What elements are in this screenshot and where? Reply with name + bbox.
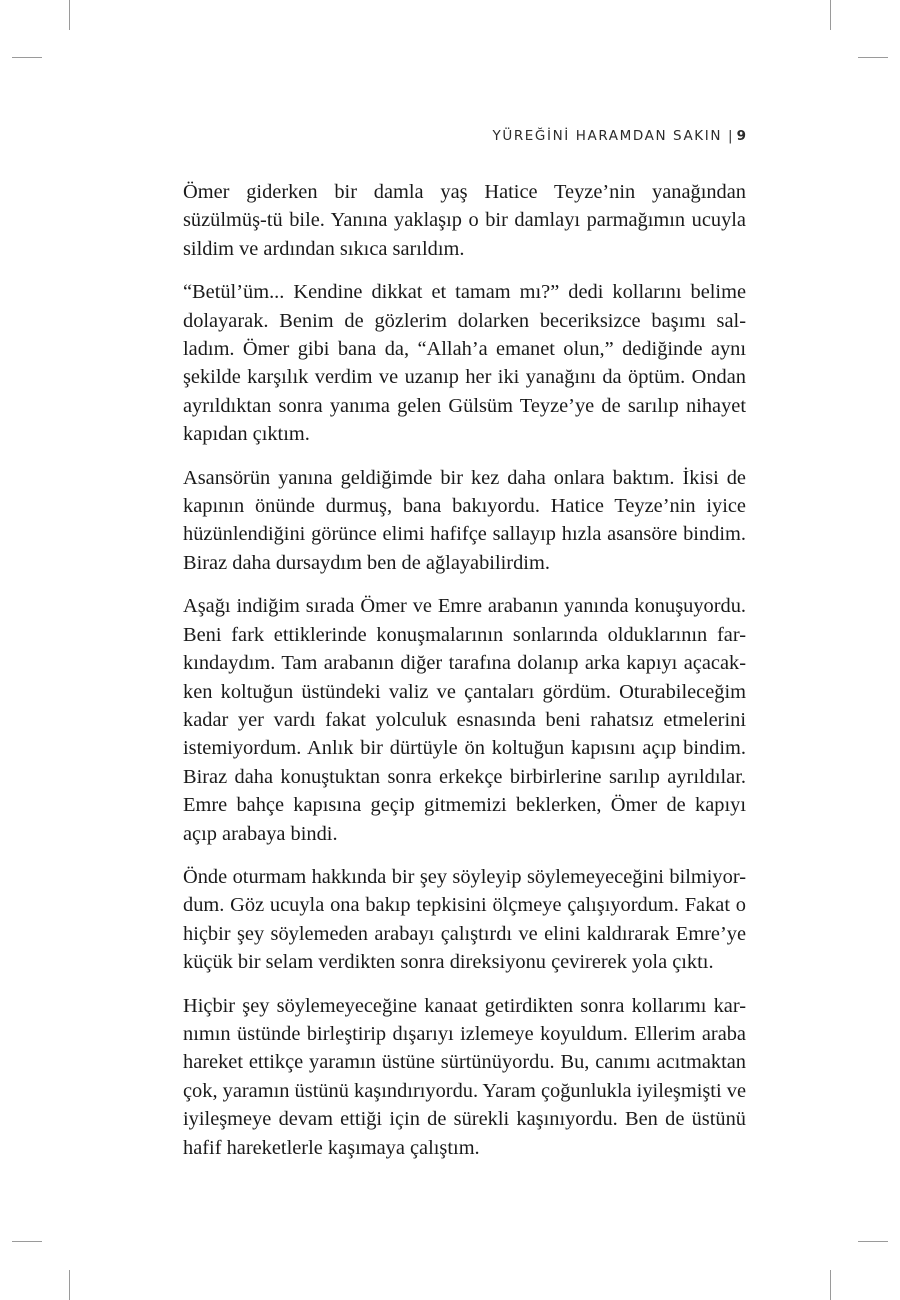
crop-mark-top-left-vertical — [69, 0, 70, 30]
crop-mark-top-right-horizontal — [858, 57, 888, 58]
paragraph: Asansörün yanına geldiğimde bir kez daha onlara baktım. İkisi de kapının önünde durmuş, bana bakıyordu. Hatice Teyze’nin iyice hüzünlendiğini görünce elimi hafifçe sallayıp hızla asansöre bindim. Biraz daha dursaydım ben de ağlayabilirdim. — [183, 466, 746, 574]
paragraph: Ömer giderken bir damla yaş Hatice Teyze’nin yanağından süzülmüş-tü bile. Yanına yaklaşıp o bir damlayı parmağımın ucuyla sildim ve ardından sıkıca sarıldım. — [183, 181, 746, 260]
header-separator: | — [728, 128, 733, 144]
body-text — [183, 178, 746, 1177]
paragraph: “Betül’üm... Kendine dikkat et tamam mı?” dedi kollarını belime dolayarak. Benim de gözlerim dolarken beceriksizce başımı sal-ladım. Ömer gibi bana da, “Allah’a emanet olun,” dediğinde aynı şekilde karşılık verdim ve uzanıp her iki yanağını da öptüm. Ondan ayrıldıktan sonra yanıma gelen Gülsüm Teyze’ye de sarılıp nihayet kapıdan çıktım. — [183, 281, 746, 446]
crop-mark-top-left-horizontal — [12, 57, 42, 58]
running-head — [493, 128, 747, 144]
book-title: YÜREĞİNİ HARAMDAN SAKIN — [492, 128, 723, 144]
crop-mark-bottom-left-vertical — [69, 1270, 70, 1300]
crop-mark-bottom-right-horizontal — [858, 1241, 888, 1242]
paragraph: Hiçbir şey söylemeyeceğine kanaat getirdikten sonra kollarımı kar-nımın üstünde birleştirip dışarıyı izlemeye koyuldum. Ellerim araba hareket ettikçe yaramın üstüne sürtünüyordu. Bu, canımı acıtmaktan çok, yaramın üstünü kaşındırıyordu. Yaram çoğunlukla iyileşmişti ve iyileşmeye devam ettiği için de sürekli kaşınıyordu. Ben de üstünü hafif hareketlerle kaşımaya çalıştım. — [183, 994, 746, 1159]
crop-mark-bottom-left-horizontal — [12, 1241, 42, 1242]
paragraph: Önde oturmam hakkında bir şey söyleyip söylemeyeceğini bilmiyor-dum. Göz ucuyla ona bakıp tepkisini ölçmeye çalışıyordum. Fakat o hiçbir şey söylemeden arabayı çalıştırdı ve elini kaldırarak Emre’ye küçük bir selam verdikten sonra direksiyonu çevirerek yola çıktı. — [183, 865, 746, 974]
crop-mark-top-right-vertical — [830, 0, 831, 30]
page-number: 9 — [736, 128, 746, 144]
crop-mark-bottom-right-vertical — [830, 1270, 831, 1300]
paragraph: Aşağı indiğim sırada Ömer ve Emre arabanın yanında konuşuyordu. Beni fark ettiklerinde konuşmalarının sonlarında olduklarının far-kındaydım. Tam arabanın diğer tarafına dolanıp arka kapıyı açacak-ken koltuğun üstündeki valiz ve çantaları gördüm. Oturabileceğim kadar yer vardı fakat yolculuk esnasında beni rahatsız etmelerini istemiyordum. Anlık bir dürtüyle ön koltuğun kapısını açıp bindim. Biraz daha konuştuktan sonra erkekçe birbirlerine sarılıp ayrıldılar. Emre bahçe kapısına geçip gitmemizi beklerken, Ömer de kapıyı açıp arabaya bindi. — [183, 595, 746, 845]
